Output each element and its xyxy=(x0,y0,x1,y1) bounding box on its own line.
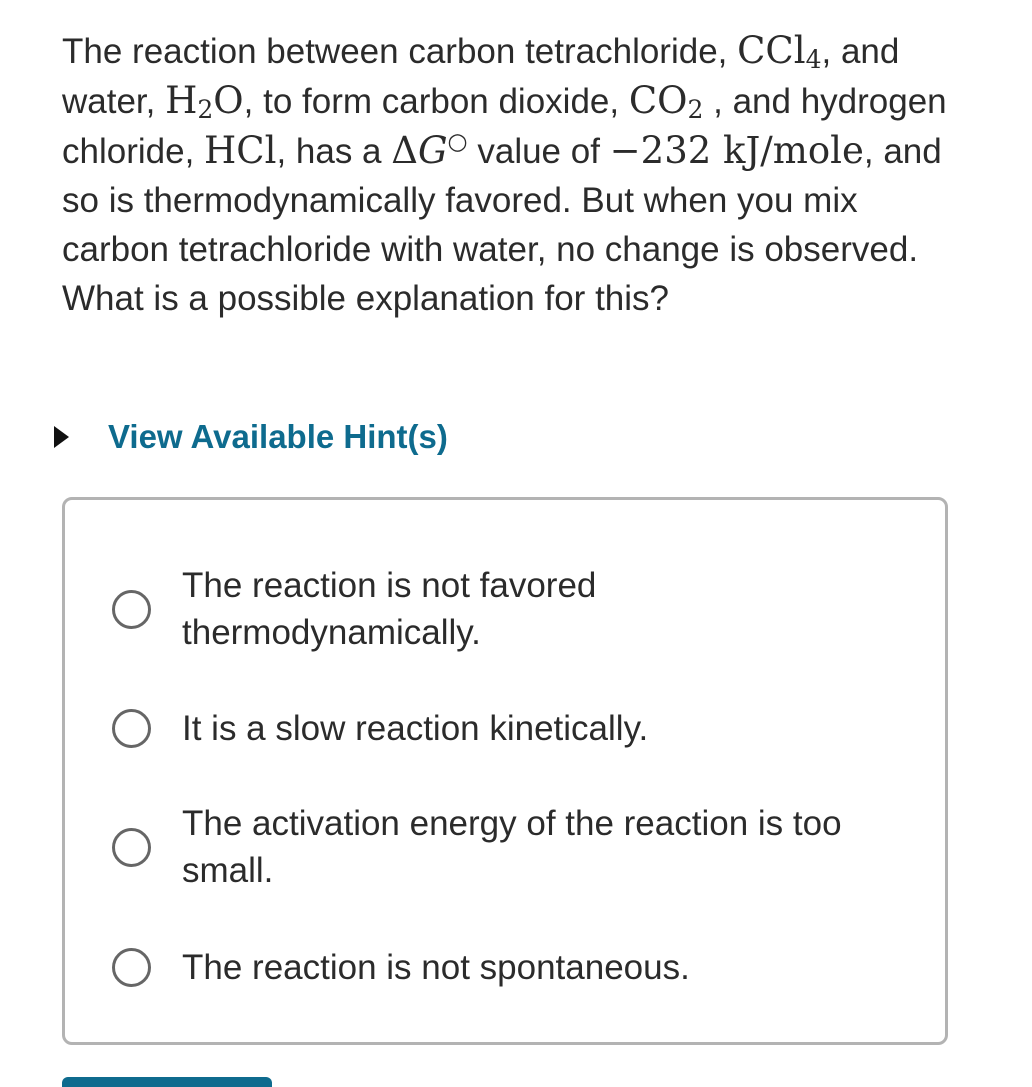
formula-co2-base: CO xyxy=(628,79,688,122)
formula-h2o xyxy=(165,79,244,122)
radio-circle-icon[interactable] xyxy=(112,828,151,867)
energy-value: −232 kJ/mole xyxy=(609,129,864,172)
radio-circle-icon[interactable] xyxy=(112,948,151,987)
formula-h2o-subscript: 2 xyxy=(197,95,214,124)
question-part-6: value of xyxy=(467,132,610,171)
view-hints-toggle[interactable] xyxy=(54,412,448,462)
question-text xyxy=(62,26,962,323)
submit-button-edge[interactable] xyxy=(62,1077,272,1087)
radio-circle-icon[interactable] xyxy=(112,590,151,629)
caret-right-icon xyxy=(54,426,69,448)
formula-h2o-h: H xyxy=(165,79,198,122)
choice-4[interactable] xyxy=(65,944,945,991)
formula-h2o-o: O xyxy=(213,79,244,122)
question-part-7: , and so is thermodynamically favored. But when you mix carbon tetrachloride with water, no change is observed. What is a possible explanation for this? xyxy=(62,132,942,318)
question-part-5: , has a xyxy=(276,132,392,171)
g-symbol: G xyxy=(417,129,448,172)
formula-ccl4-base: CCl xyxy=(737,29,806,72)
choice-2[interactable] xyxy=(65,705,945,752)
standard-state-symbol: ○ xyxy=(447,129,468,155)
choice-1-label: The reaction is not favored thermodynamically. xyxy=(182,566,597,652)
delta-g-symbol xyxy=(391,129,467,172)
choice-3-label: The activation energy of the reaction is too small. xyxy=(182,804,842,890)
formula-hcl: HCl xyxy=(204,129,277,172)
question-part-4: , and hydrogen chloride, xyxy=(62,82,947,171)
choice-4-label: The reaction is not spontaneous. xyxy=(182,948,690,987)
formula-ccl4 xyxy=(737,29,821,72)
delta-symbol: Δ xyxy=(391,129,418,172)
formula-ccl4-subscript: 4 xyxy=(805,45,822,74)
answer-choices-box xyxy=(62,497,948,1045)
choice-3[interactable] xyxy=(65,800,945,894)
formula-co2-subscript: 2 xyxy=(687,95,704,124)
choice-2-label: It is a slow reaction kinetically. xyxy=(182,709,649,748)
question-part-3: , to form carbon dioxide, xyxy=(243,82,629,121)
question-part-1: The reaction between carbon tetrachloride, xyxy=(62,32,738,71)
radio-circle-icon[interactable] xyxy=(112,709,151,748)
choice-1[interactable] xyxy=(65,562,945,656)
formula-co2 xyxy=(629,79,704,122)
question-part-2: , and water, xyxy=(62,32,900,121)
view-hints-label: View Available Hint(s) xyxy=(108,418,448,455)
